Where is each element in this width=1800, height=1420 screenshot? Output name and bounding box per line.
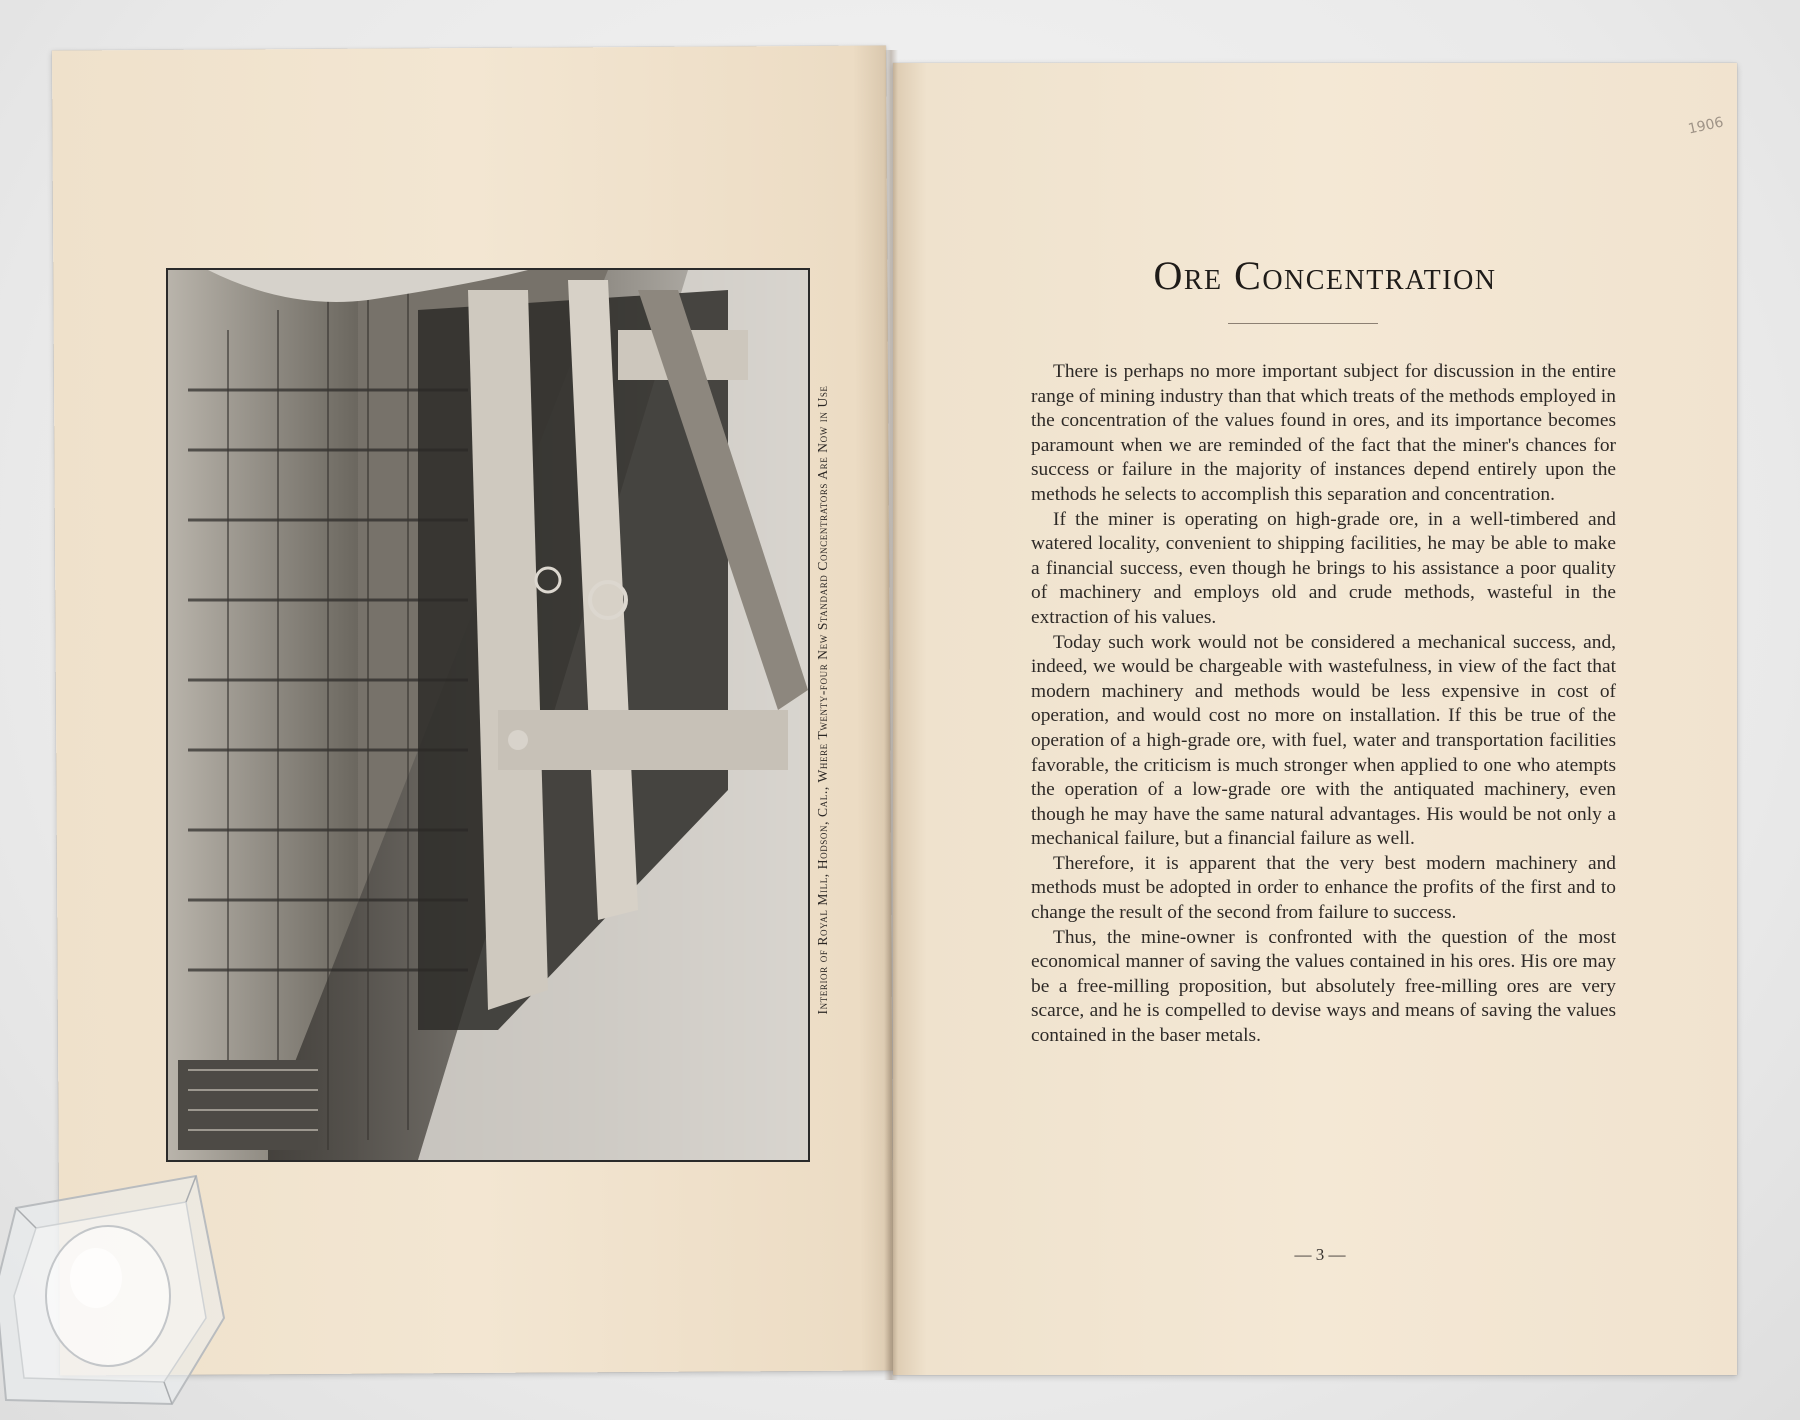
page-number: — 3 — [1294,1245,1346,1264]
paragraph: Therefore, it is apparent that the very best modern machinery and methods must be adopted in order to enhance the profits of the first and to change the result of the second from failure to success. [1031,852,1616,924]
mill-interior-photo [166,268,810,1162]
page-title: Ore Concentration [1153,253,1497,298]
paragraph: Today such work would not be considered a mechanical success, and, indeed, we would be chargeable with wastefulness, in view of the fact that modern machinery and methods would be less expensive in cost of operation, and would cost no more on installation. If this be true of the operation of a high-grade ore, with fuel, water and transportation facilities favorable, the criticism is much stronger when applied to one who atempts the operation of a low-grade ore with the antiquated machinery, even though he may have the same natural advantages. His would be not only a mechanical failure, but a financial failure as well. [1031,631,1616,850]
pencil-annotation: 1906 [1686,114,1725,138]
book-gutter [884,50,898,1380]
title-rule [1228,323,1378,324]
glass-paperweight [0,1168,228,1408]
paragraph: If the miner is operating on high-grade ore, in a well-timbered and watered locality, convenient to shipping facilities, he may be able to make a financial success, even though he brings to his assistance a poor quality of machinery and employs old and crude methods, wasteful in the extraction of his values. [1031,508,1616,628]
body-text [1031,360,1616,1049]
paragraph: There is perhaps no more important subject for discussion in the entire range of mining industry than that which treats of the methods employed in the concentration of the values found in ores, and its importance becomes paramount when we are reminded of the fact that the miner's chances for success or failure in the majority of instances depend entirely upon the methods he selects to accomplish this separation and concentration. [1031,361,1616,505]
paragraph: Thus, the mine-owner is confronted with the question of the most economical manner of saving the values contained in his ores. His ore may be a free-milling proposition, but absolutely free-milling ores are very scarce, and he is compelled to devise ways and means of saving the values contained in the baser metals. [1031,926,1616,1047]
photo-caption: Interior of Royal Mill, Hodson, Cal., Where Twenty-four New Standard Concentrators Are Now in Use [815,385,830,1015]
